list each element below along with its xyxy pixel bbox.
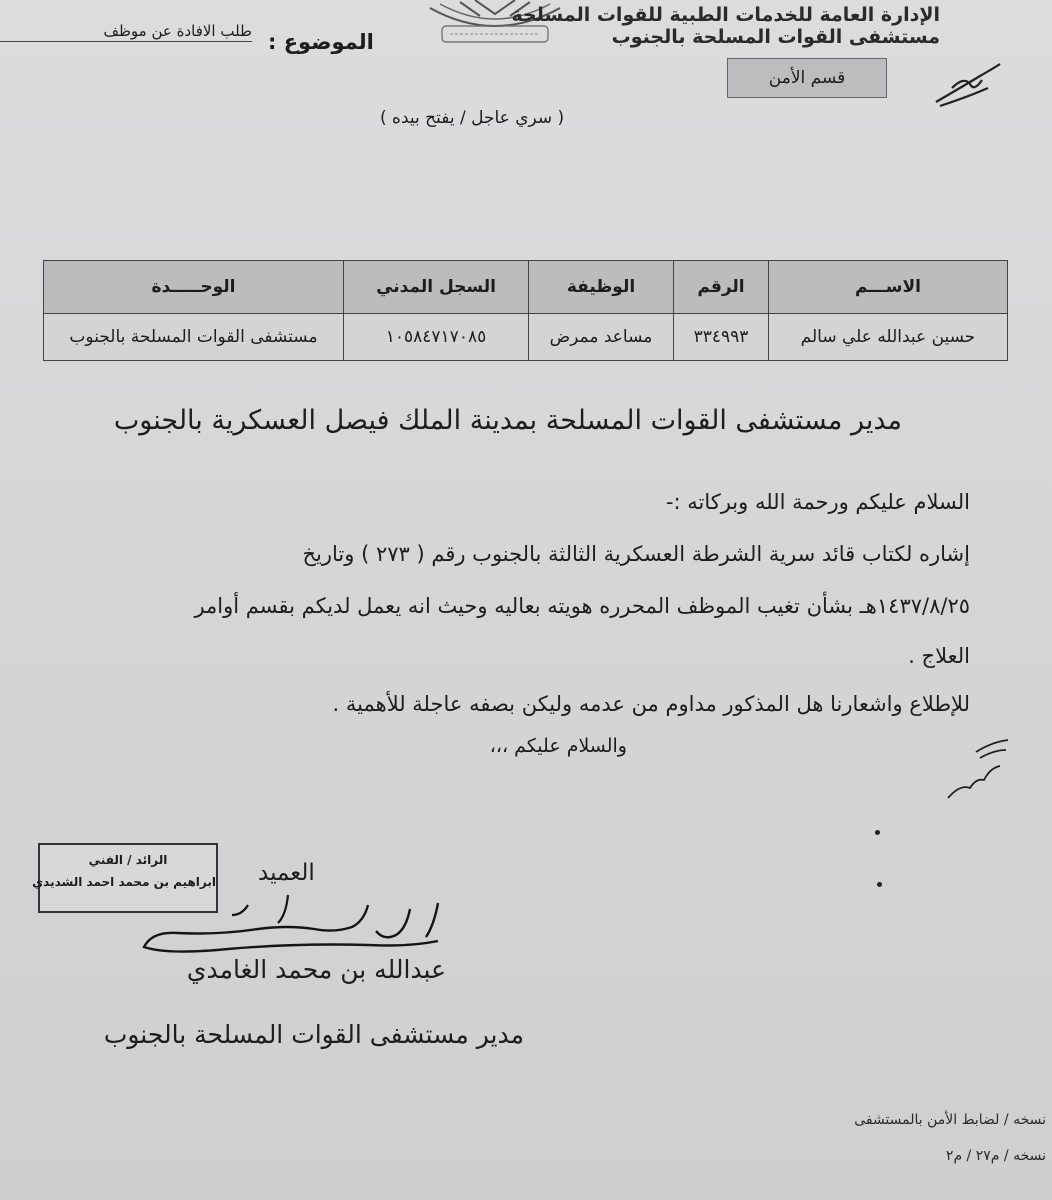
handwritten-initials	[930, 58, 1010, 110]
header-civil-record: السجل المدني	[344, 261, 529, 314]
handwritten-note	[940, 728, 1020, 804]
handwritten-signature	[138, 885, 458, 961]
signature-title: العميد	[258, 860, 315, 886]
table-row	[44, 314, 1008, 361]
employee-table	[43, 260, 1008, 361]
department-box: قسم الأمن	[727, 58, 887, 98]
signatory-role: مدير مستشفى القوات المسلحة بالجنوب	[103, 1020, 524, 1049]
header-number: الرقم	[674, 261, 769, 314]
cell-unit: مستشفى القوات المسلحة بالجنوب	[44, 314, 344, 361]
stamp-line-2: ابراهيم بن محمد احمد الشديدي	[32, 875, 216, 889]
paragraph-line-1: إشاره لكتاب قائد سرية الشرطة العسكرية الثالثة بالجنوب رقم ( ٢٧٣ ) وتاريخ	[302, 542, 970, 566]
classification-text: ( سري عاجل / يفتح بيده )	[380, 108, 565, 128]
greeting-line: السلام عليكم ورحمة الله وبركاته :-	[665, 490, 970, 514]
recipient-line: مدير مستشفى القوات المسلحة بمدينة الملك فيصل العسكرية بالجنوب	[113, 405, 902, 436]
header-name: الاســـم	[769, 261, 1008, 314]
header-unit: الوحـــــدة	[44, 261, 344, 314]
cell-job: مساعد ممرض	[529, 314, 674, 361]
closing-line: والسلام عليكم ،،،	[489, 735, 627, 757]
subject-label: الموضوع :	[268, 30, 374, 54]
cell-civil-record: ١٠٥٨٤٧١٧٠٨٥	[344, 314, 529, 361]
cell-name: حسين عبدالله علي سالم	[769, 314, 1008, 361]
dot-mark	[877, 882, 882, 887]
subject-value: طلب الافادة عن موظف	[0, 22, 252, 42]
dot-mark	[875, 830, 880, 835]
paragraph-line-2: ١٤٣٧/٨/٢٥هـ بشأن تغيب الموظف المحرره هويته بعاليه وحيث انه يعمل لديكم بقسم أوامر	[194, 594, 970, 618]
copy-line-1: نسخه / لضابط الأمن بالمستشفى	[854, 1112, 1046, 1128]
table-header-row	[44, 261, 1008, 314]
org-line-2: مستشفى القوات المسلحة بالجنوب	[611, 26, 940, 48]
cell-number: ٣٣٤٩٩٣	[674, 314, 769, 361]
org-line-1: الإدارة العامة للخدمات الطبية للقوات المسلحة	[511, 4, 940, 26]
header-job: الوظيفة	[529, 261, 674, 314]
copy-line-2: نسخه / م٢٧ / م٢	[945, 1148, 1046, 1164]
paragraph-line-3: العلاج .	[908, 644, 970, 668]
stamp-line-1: الرائد / الفني	[88, 853, 168, 867]
signatory-name: عبدالله بن محمد الغامدي	[186, 955, 446, 984]
paragraph-line-4: للإطلاع واشعارنا هل المذكور مداوم من عدمه وليكن بصفه عاجلة للأهمية .	[332, 692, 970, 716]
